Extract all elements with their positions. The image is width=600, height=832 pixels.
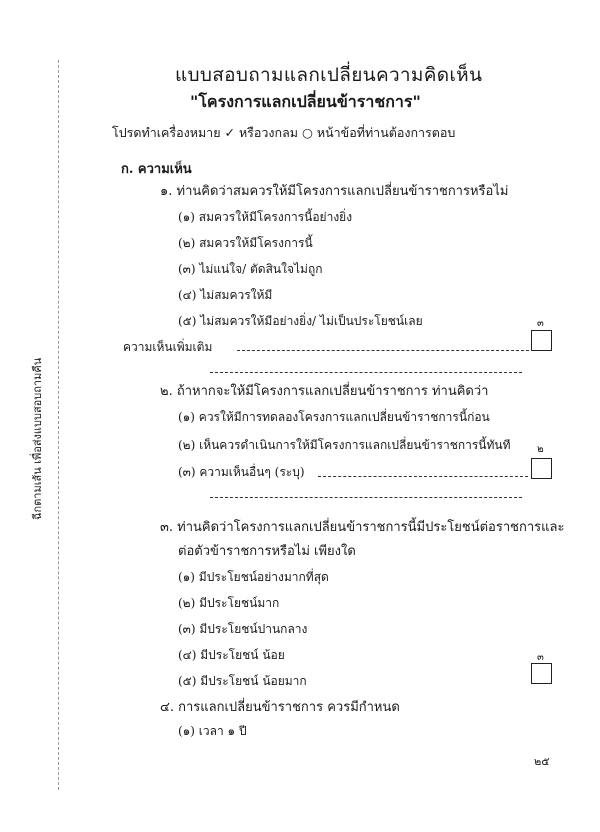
q3-option-1[interactable]: (๑) มีประโยชน์อย่างมากที่สุด [178,570,329,584]
q2-other-line-1[interactable] [318,476,528,477]
q1-comment-line-2[interactable] [210,372,522,373]
q1-box-code: ๓ [537,318,544,329]
page-title: แบบสอบถามแลกเปลี่ยนความคิดเห็น [175,64,483,86]
q1-comment-label: ความเห็นเพิ่มเติม [123,340,213,354]
q3-option-5[interactable]: (๕) มีประโยชน์ น้อยมาก [178,674,307,688]
q2-other-line-2[interactable] [210,497,522,498]
q1-option-2[interactable]: (๒) สมควรให้มีโครงการนี้ [178,236,313,250]
instruction-text: โปรดทำเครื่องหมาย ✓ หรือวงกลม ○ หน้าข้อที่ท่านต้องการตอบ [112,125,456,140]
q1-option-3[interactable]: (๓) ไม่แน่ใจ/ ตัดสินใจไม่ถูก [178,262,323,276]
q2-option-2[interactable]: (๒) เห็นควรดำเนินการให้มีโครงการแลกเปลี่ยนข้าราชการนี้ทันที [178,438,511,452]
q1-comment-line-1[interactable] [237,350,529,351]
q1-answer-box[interactable] [531,330,552,351]
project-subtitle: "โครงการแลกเปลี่ยนข้าราชการ" [190,92,421,111]
q3-answer-box[interactable] [531,663,552,684]
q2-box-code: ๒ [537,444,544,455]
margin-note: ฉีกตามเส้น เพื่อส่งแบบสอบถามคืน [31,357,44,520]
q3-option-2[interactable]: (๒) มีประโยชน์มาก [178,596,280,610]
q1-option-4[interactable]: (๔) ไม่สมควรให้มี [178,288,273,302]
q2-option-3[interactable]: (๓) ความเห็นอื่นๆ (ระบุ) [178,465,305,479]
question-1: ๑. ท่านคิดว่าสมควรให้มีโครงการแลกเปลี่ยนข้าราชการหรือไม่ [160,184,509,199]
q3-option-3[interactable]: (๓) มีประโยชน์ปานกลาง [178,622,308,636]
question-3-line-2: ต่อตัวข้าราชการหรือไม่ เพียงใด [178,544,356,559]
tear-line [58,60,59,790]
q1-option-5[interactable]: (๕) ไม่สมควรให้มีอย่างยิ่ง/ ไม่เป็นประโยชน์เลย [178,314,423,328]
q2-option-1[interactable]: (๑) ควรให้มีการทดลองโครงการแลกเปลี่ยนข้าราชการนี้ก่อน [178,410,490,424]
page-number: ๒๕ [534,755,550,768]
question-4: ๔. การแลกเปลี่ยนข้าราชการ ควรมีกำหนด [160,700,400,715]
question-2: ๒. ถ้าหากจะให้มีโครงการแลกเปลี่ยนข้าราชการ ท่านคิดว่า [160,384,489,399]
q3-option-4[interactable]: (๔) มีประโยชน์ น้อย [178,648,285,662]
q2-answer-box[interactable] [531,458,552,479]
q4-option-1[interactable]: (๑) เวลา ๑ ปี [178,724,247,738]
q1-option-1[interactable]: (๑) สมควรให้มีโครงการนี้อย่างยิ่ง [178,210,353,224]
q3-box-code: ๓ [537,652,544,663]
question-3: ๓. ท่านคิดว่าโครงการแลกเปลี่ยนข้าราชการนี้มีประโยชน์ต่อราชการและ [160,520,565,535]
section-heading: ก. ความเห็น [121,162,192,177]
